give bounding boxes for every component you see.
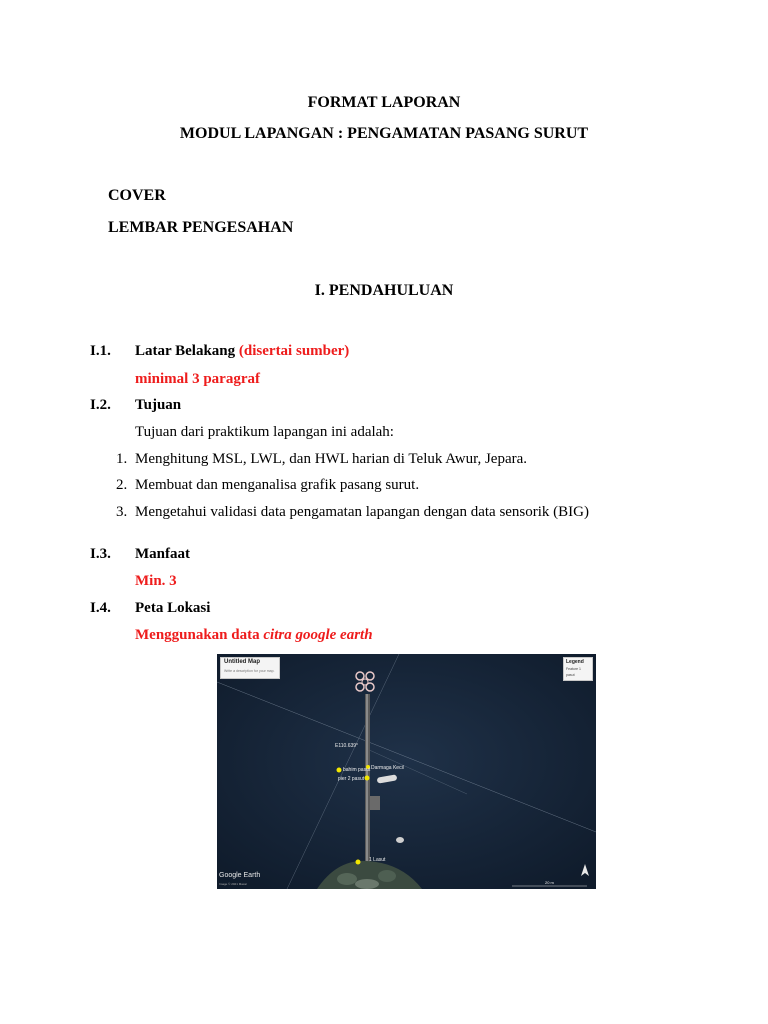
- report-title: FORMAT LAPORAN: [307, 94, 461, 111]
- scale-label: 20 m: [545, 880, 554, 885]
- note-prefix: Menggunakan data: [135, 627, 264, 643]
- list-number: 3.: [116, 504, 128, 520]
- map-pin-label: bahim pasut: [343, 767, 371, 773]
- map-title-card: [220, 657, 280, 679]
- cover-heading: COVER: [108, 187, 166, 204]
- legend-title: Legend: [566, 659, 584, 665]
- list-number: 2.: [116, 477, 128, 493]
- list-item: Mengetahui validasi data pengamatan lapangan dengan data sensorik (BIG): [135, 504, 590, 520]
- map-pin-label: 1 Lasut: [369, 857, 386, 863]
- legend-item: Feature 1: [566, 667, 581, 671]
- section-title-note: (disertai sumber): [235, 343, 350, 359]
- list-number: 1.: [116, 451, 128, 467]
- section-number: I.4.: [90, 600, 111, 616]
- map-pin-label: Darmaga Kecil: [371, 765, 404, 771]
- chapter-title: I. PENDAHULUAN: [314, 282, 454, 299]
- section-latar-belakang: [135, 343, 349, 360]
- section-note: minimal 3 paragraf: [135, 371, 260, 387]
- section-peta-lokasi: Peta Lokasi: [135, 600, 211, 616]
- list-item: Membuat dan menganalisa grafik pasang surut.: [135, 477, 420, 493]
- section-note: [135, 627, 373, 644]
- section-number: I.3.: [90, 546, 111, 562]
- section-manfaat: Manfaat: [135, 546, 190, 562]
- map-pin-label: pier 2 pasut: [338, 776, 365, 782]
- legend-item: pasut: [566, 673, 575, 677]
- satellite-imagery: [217, 654, 596, 889]
- section-title: Latar Belakang: [135, 343, 236, 359]
- tujuan-intro: Tujuan dari praktikum lapangan ini adalah:: [135, 424, 394, 440]
- map-card-title: Untitled Map: [224, 659, 260, 665]
- pengesahan-heading: LEMBAR PENGESAHAN: [108, 219, 294, 236]
- note-italic: citra google earth: [263, 627, 373, 643]
- section-tujuan: Tujuan: [135, 397, 182, 413]
- google-earth-logo: Google Earth: [219, 872, 261, 879]
- section-number: I.1.: [90, 343, 111, 359]
- module-title: MODUL LAPANGAN : PENGAMATAN PASANG SURUT: [179, 125, 589, 142]
- map-card-subtitle: Write a description for your map.: [224, 669, 275, 673]
- google-earth-map: [217, 654, 596, 889]
- coordinate-label: E110.639°: [335, 743, 359, 749]
- list-item: Menghitung MSL, LWL, dan HWL harian di Teluk Awur, Jepara.: [135, 451, 528, 467]
- map-legend: [563, 657, 593, 681]
- section-number: I.2.: [90, 397, 111, 413]
- imagery-credit: Image © 2021 Maxar: [219, 882, 248, 886]
- section-note: Min. 3: [135, 573, 177, 589]
